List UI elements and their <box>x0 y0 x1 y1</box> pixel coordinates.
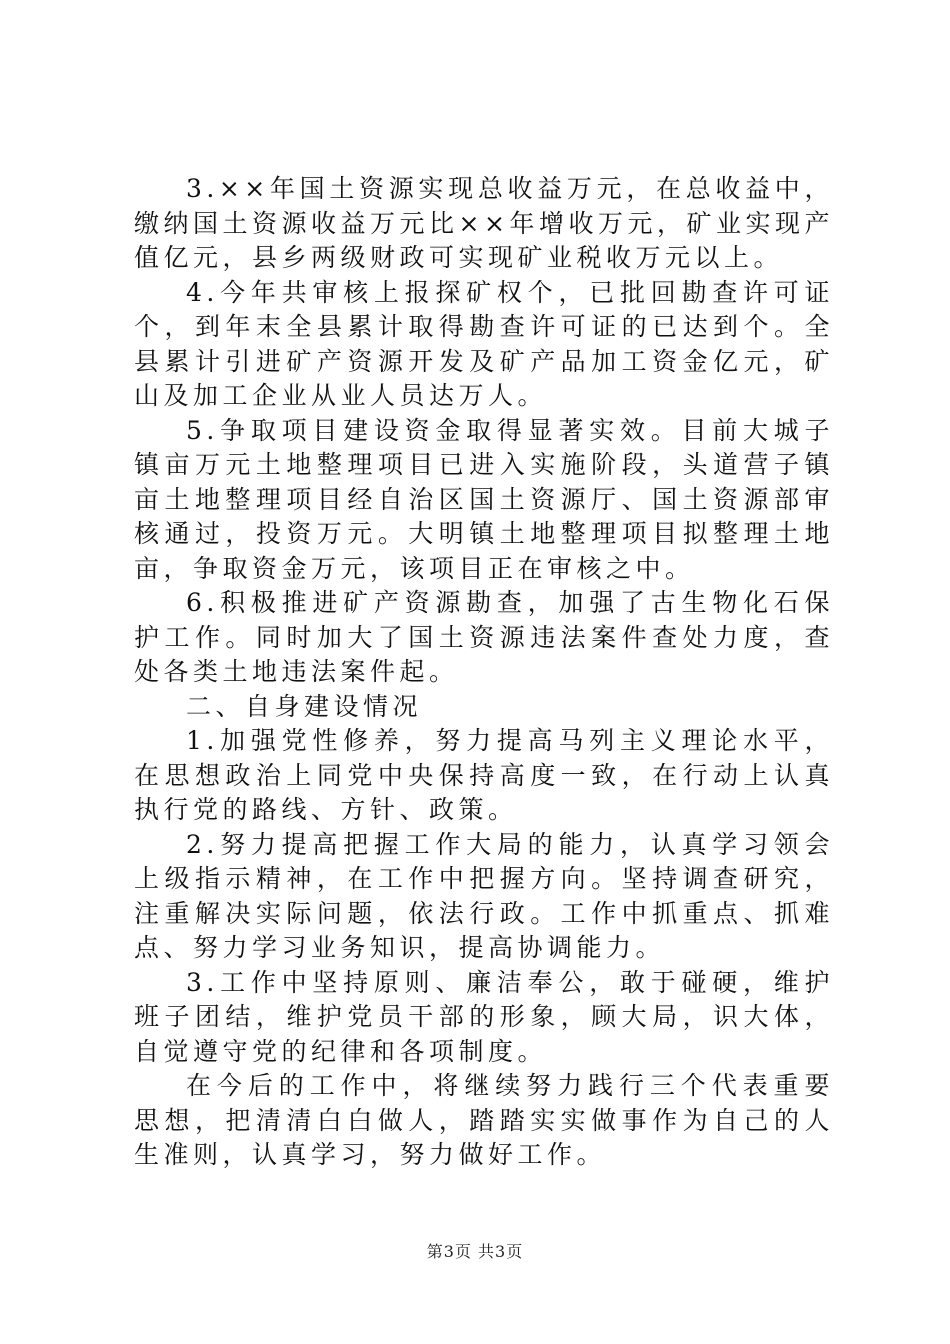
paragraph-revenue: 3.××年国土资源实现总收益万元，在总收益中，缴纳国土资源收益万元比××年增收万元，矿业实现产值亿元，县乡两级财政可实现矿业税收万元以上。 <box>134 174 834 272</box>
paragraph-principles: 3.工作中坚持原则、廉洁奉公，敢于碰硬，维护班子团结，维护党员干部的形象，顾大局，识大体，自觉遵守党的纪律和各项制度。 <box>134 967 834 1066</box>
page-number-footer: 第3页 共3页 <box>426 1242 524 1261</box>
paragraph-mining-rights: 4.今年共审核上报探矿权个，已批回勘查许可证个，到年末全县累计取得勘查许可证的已达到个。全县累计引进矿产资源开发及矿产品加工资金亿元，矿山及加工企业从业人员达万人。 <box>134 277 834 410</box>
document-body <box>134 172 834 1173</box>
paragraph-resource-survey: 6.积极推进矿产资源勘查，加强了古生物化石保护工作。同时加大了国土资源违法案件查处力度，查处各类土地违法案件起。 <box>134 588 834 686</box>
paragraph-overall-work: 2.努力提高把握工作大局的能力，认真学习领会上级指示精神，在工作中把握方向。坚持调查研究，注重解决实际问题，依法行政。工作中抓重点、抓难点、努力学习业务知识，提高协调能力。 <box>134 829 834 962</box>
paragraph-conclusion: 在今后的工作中，将继续努力践行三个代表重要思想，把清清白白做人，踏踏实实做事作为自己的人生准则，认真学习，努力做好工作。 <box>134 1071 834 1169</box>
section-heading-self-building: 二、自身建设情况 <box>186 691 423 721</box>
paragraph-party-cultivation: 1.加强党性修养，努力提高马列主义理论水平，在思想政治上同党中央保持高度一致，在行动上认真执行党的路线、方针、政策。 <box>134 726 834 824</box>
paragraph-project-funding: 5.争取项目建设资金取得显著实效。目前大城子镇亩万元土地整理项目已进入实施阶段，头道营子镇亩土地整理项目经自治区国土资源厅、国土资源部审核通过，投资万元。大明镇土地整理项目拟整理土地亩，争取资金万元，该项目正在审核之中。 <box>134 415 834 583</box>
